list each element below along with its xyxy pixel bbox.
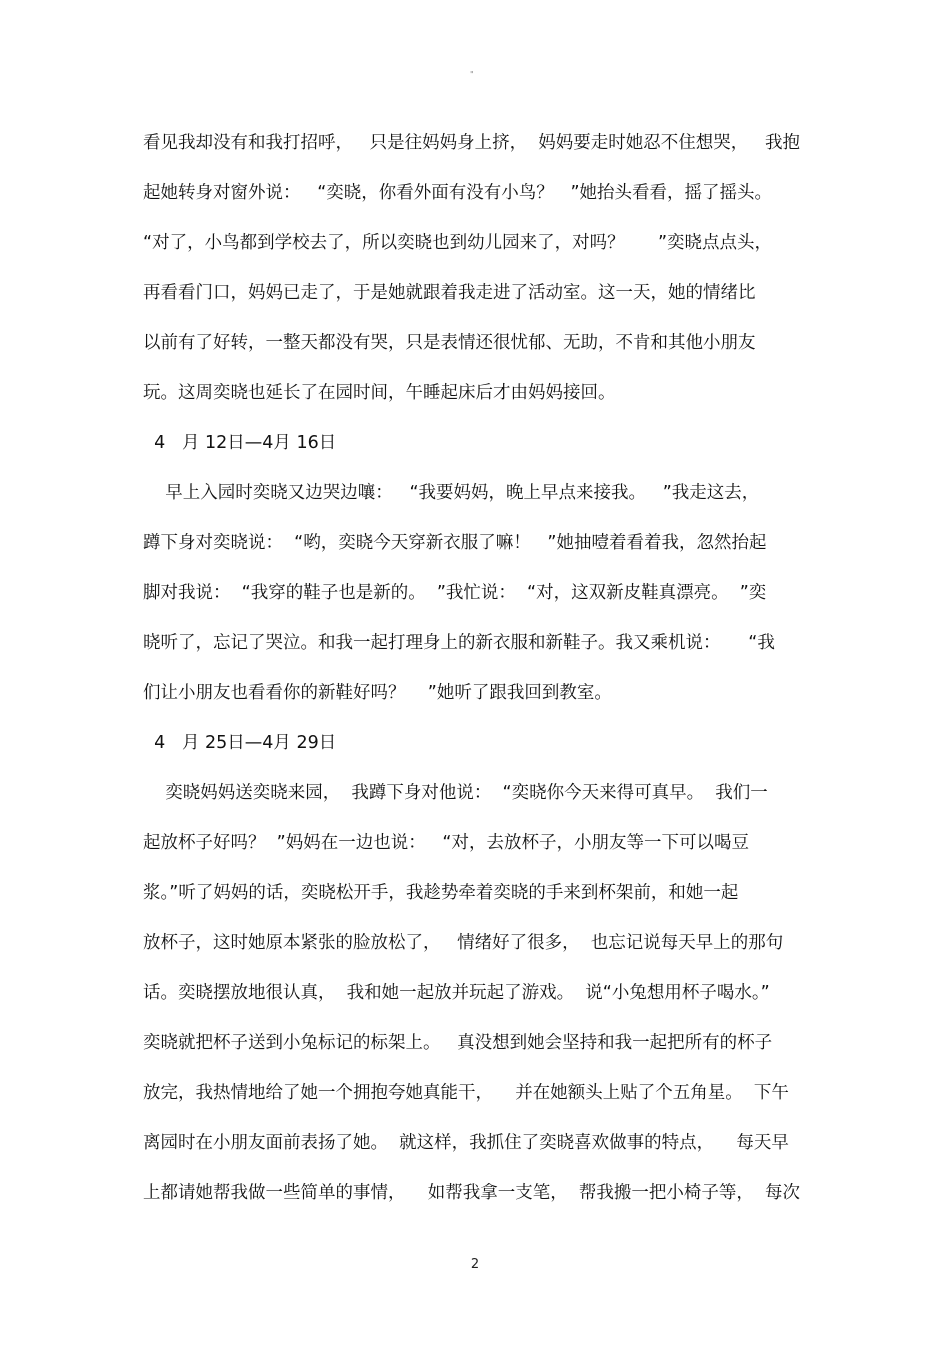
section-date: 4 月 12日—4月 16日 xyxy=(143,433,337,453)
text-line: 离园时在小朋友面前表扬了她。 就这样，我抓住了奕晓喜欢做事的特点， 每天早 xyxy=(143,1133,789,1153)
text-line: 脚对我说： “我穿的鞋子也是新的。 ”我忙说： “对，这双新皮鞋真漂亮。 ”奕 xyxy=(143,583,767,603)
text-line: 上都请她帮我做一些简单的事情， 如帮我拿一支笔， 帮我搬一把小椅子等， 每次 xyxy=(143,1183,800,1203)
text-line: 以前有了好转，一整天都没有哭，只是表情还很忧郁、无助，不肯和其他小朋友 xyxy=(143,333,756,353)
page-number: 2 xyxy=(470,1257,480,1272)
text-line: 起她转身对窗外说： “奕晓，你看外面有没有小鸟？ ”她抬头看看，摇了摇头。 xyxy=(143,183,773,203)
text-line: 放完，我热情地给了她一个拥抱夸她真能干， 并在她额头上贴了个五角星。 下午 xyxy=(143,1083,789,1103)
text-line: 早上入园时奕晓又边哭边嚷： “我要妈妈，晚上早点来接我。 ”我走这去， xyxy=(143,483,760,503)
text-line: 蹲下身对奕晓说： “哟，奕晓今天穿新衣服了嘛！ ”她抽噎着看着我，忽然抬起 xyxy=(143,533,767,553)
text-line: 晓听了，忘记了哭泣。和我一起打理身上的新衣服和新鞋子。我又乘机说： “我 xyxy=(143,633,775,653)
header-mark: " xyxy=(470,70,474,79)
text-line: 玩。这周奕晓也延长了在园时间，午睡起床后才由妈妈接回。 xyxy=(143,383,616,403)
text-line: 话。奕晓摆放地很认真， 我和她一起放并玩起了游戏。 说“小兔想用杯子喝水。” xyxy=(143,983,770,1003)
text-line: “对了，小鸟都到学校去了，所以奕晓也到幼儿园来了，对吗？ ”奕晓点点头， xyxy=(143,233,773,253)
text-line: 奕晓就把杯子送到小兔标记的标架上。 真没想到她会坚持和我一起把所有的杯子 xyxy=(143,1033,773,1053)
text-line: 奕晓妈妈送奕晓来园， 我蹲下身对他说： “奕晓你今天来得可真早。 我们一 xyxy=(143,783,768,803)
section-date: 4 月 25日—4月 29日 xyxy=(143,733,337,753)
body-text xyxy=(143,118,808,1218)
text-line: 放杯子，这时她原本紧张的脸放松了， 情绪好了很多， 也忘记说每天早上的那句 xyxy=(143,933,784,953)
text-line: 看见我却没有和我打招呼， 只是往妈妈身上挤， 妈妈要走时她忍不住想哭， 我抱 xyxy=(143,133,800,153)
text-line: 再看看门口，妈妈已走了，于是她就跟着我走进了活动室。这一天，她的情绪比 xyxy=(143,283,756,303)
text-line: 起放杯子好吗？ ”妈妈在一边也说： “对，去放杯子，小朋友等一下可以喝豆 xyxy=(143,833,749,853)
text-line: 浆。”听了妈妈的话，奕晓松开手，我趁势牵着奕晓的手来到杯架前，和她一起 xyxy=(143,883,739,903)
text-line: 们让小朋友也看看你的新鞋好吗？ ”她听了跟我回到教室。 xyxy=(143,683,612,703)
